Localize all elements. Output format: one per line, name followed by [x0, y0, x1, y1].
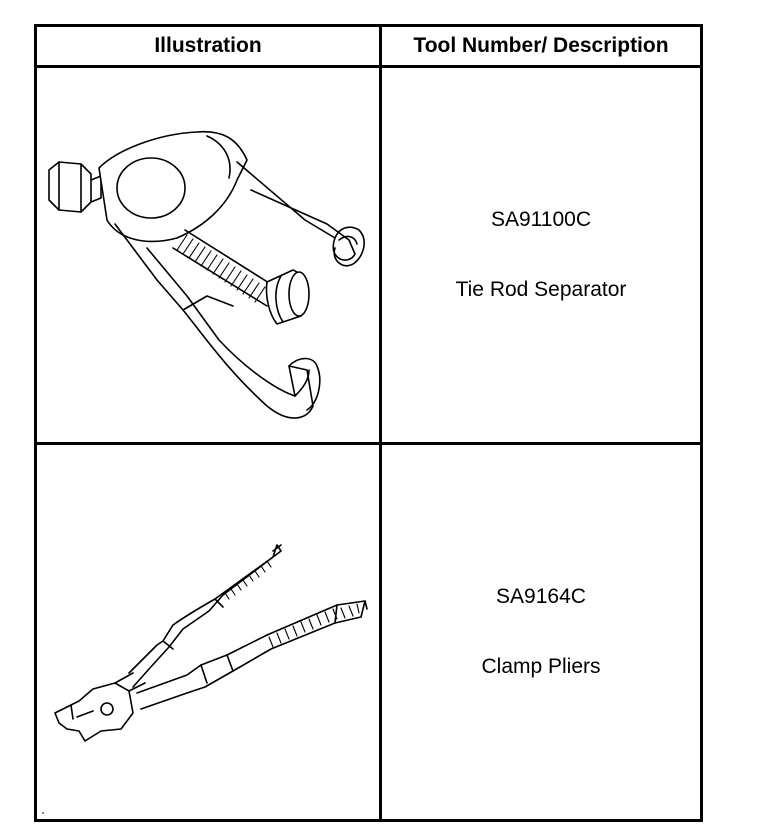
- header-row: [36, 26, 702, 67]
- table-row: [36, 67, 702, 444]
- tool-table: [34, 24, 703, 822]
- table-row: [36, 444, 702, 821]
- tool-number: SA91100C: [490, 208, 592, 231]
- tool-number: SA9164C: [496, 585, 586, 608]
- illustration-cell: [36, 444, 381, 821]
- illustration-cell: [36, 67, 381, 444]
- description-cell: [381, 67, 702, 444]
- tool-name: Tie Rod Separator: [455, 278, 627, 301]
- header-illustration: Illustration: [36, 26, 381, 67]
- description-cell: [381, 444, 702, 821]
- tie-rod-separator-icon: [37, 70, 376, 441]
- clamp-pliers-icon: [37, 447, 376, 818]
- header-description: Tool Number/ Description: [381, 26, 702, 67]
- tool-name: Clamp Pliers: [481, 655, 601, 678]
